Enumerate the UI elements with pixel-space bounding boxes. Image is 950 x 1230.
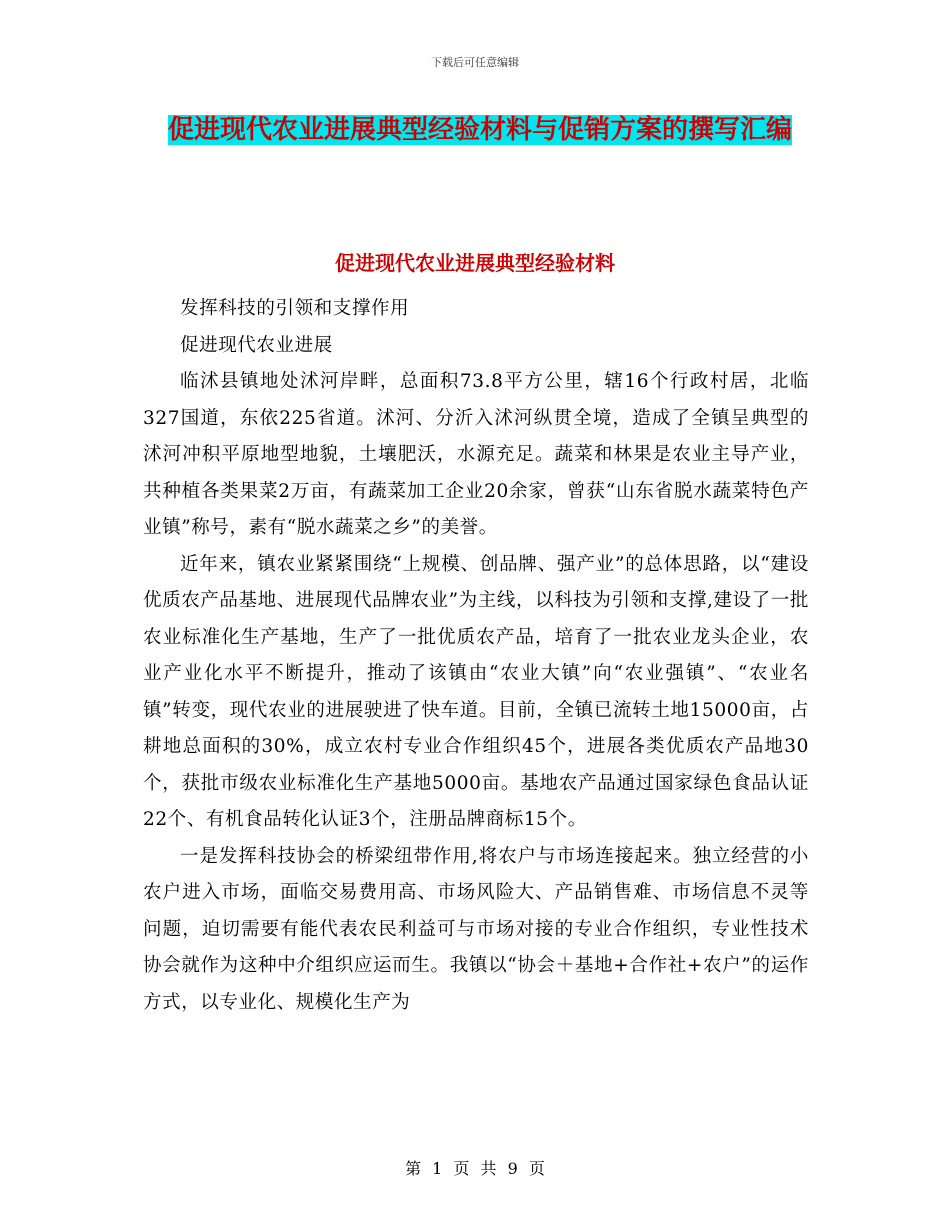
paragraph-heading-1: 发挥科技的引领和支撑作用 (180, 298, 410, 319)
document-body (143, 291, 809, 1021)
paragraph-intro: 临沭县镇地处沭河岸畔，总面积73.8平方公里，辖16个行政村居，北临327国道，东依225省道。沭河、分沂入沭河纵贯全境，造成了全镇呈典型的沭河冲积平原地型地貌，土壤肥沃，水源充足。蔬菜和林果是农业主导产业，共种植各类果菜2万亩，有蔬菜加工企业20余家，曾获“山东省脱水蔬菜特色产业镇”称号，素有“脱水蔬菜之乡”的美誉。 (143, 371, 809, 538)
document-title-text: 促进现代农业进展典型经验材料与促销方案的撰写汇编 (167, 115, 792, 145)
document-title (140, 108, 820, 153)
page-footer: 第 1 页 共 9 页 (405, 1159, 545, 1178)
paragraph-recent-years: 近年来，镇农业紧紧围绕“上规模、创品牌、强产业”的总体思路，以“建设优质农产品基地、进展现代品牌农业”为主线，以科技为引领和支撑,建设了一批农业标准化生产基地，生产了一批优质农产品，培育了一批农业龙头企业，农业产业化水平不断提升，推动了该镇由“农业大镇”向“农业强镇”、“农业名镇”转变，现代农业的进展驶进了快车道。目前，全镇已流转土地15000亩，占耕地总面积的30%，成立农村专业合作组织45个，进展各类优质农产品地30个，获批市级农业标准化生产基地5000亩。基地农产品通过国家绿色食品认证22个、有机食品转化认证3个，注册品牌商标15个。 (143, 553, 809, 830)
paragraph-point-one: 一是发挥科技协会的桥梁纽带作用,将农户与市场连接起来。独立经营的小农户进入市场，面临交易费用高、市场风险大、产品销售难、市场信息不灵等问题，迫切需要有能代表农民利益可与市场对接的专业合作组织，专业性技术协会就作为这种中介组织应运而生。我镇以“协会＋基地+合作社+农户”的运作方式，以专业化、规模化生产为 (143, 845, 809, 1013)
header-note: 下载后可任意编辑 (431, 56, 519, 69)
paragraph-heading-2: 促进现代农业进展 (180, 334, 333, 356)
section-title: 促进现代农业进展典型经验材料 (335, 251, 615, 275)
